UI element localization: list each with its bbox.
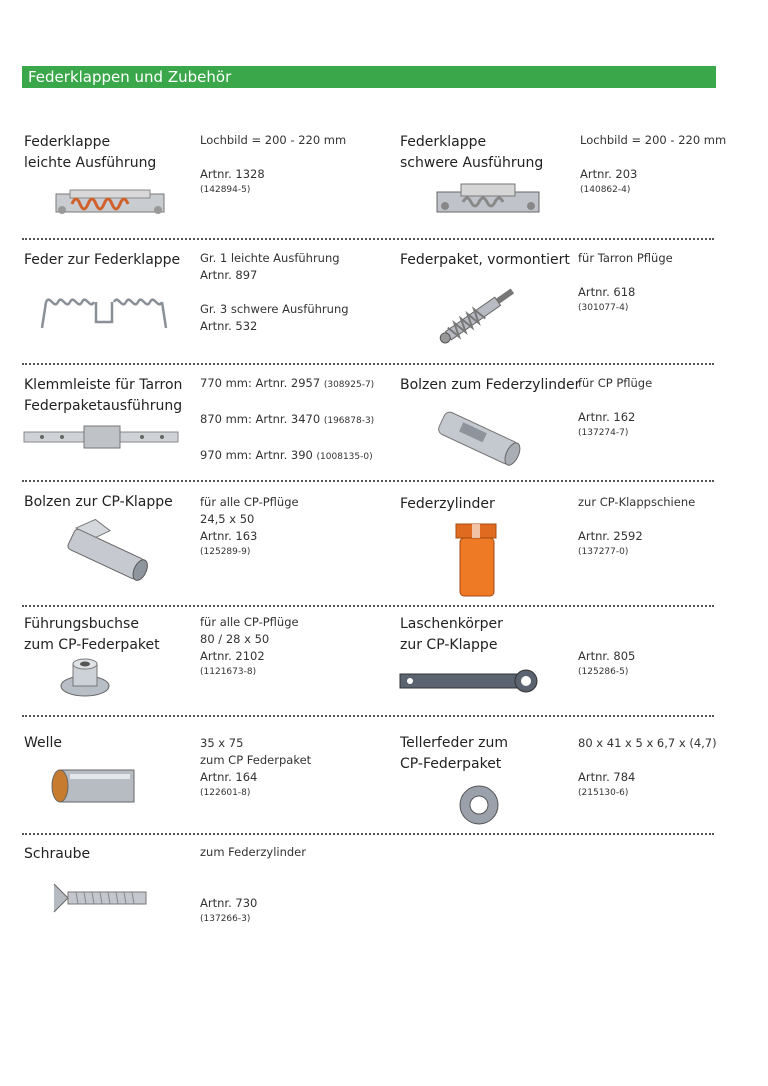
- product-info-line: [200, 631, 299, 648]
- product-code: [578, 786, 717, 800]
- product-code: [578, 301, 673, 315]
- product-info: [578, 250, 673, 315]
- product-title: [24, 614, 160, 656]
- spring-flap-light-icon: [50, 180, 170, 228]
- product-info-text: Artnr. 2592: [578, 529, 643, 543]
- product-info-line: [200, 430, 374, 447]
- product-title: [24, 132, 156, 174]
- product-info-text: [200, 395, 204, 409]
- product-info-line: [200, 735, 311, 752]
- product-info-line: [578, 409, 652, 426]
- product-info-line: [200, 844, 306, 861]
- product-code: [200, 545, 299, 559]
- product-info-line: [200, 494, 299, 511]
- product-code: (1008135-0): [316, 452, 373, 462]
- product-title: [400, 375, 580, 396]
- product-info-line: [578, 284, 673, 301]
- product-info-line: [200, 318, 349, 335]
- product-title-line: Federklappe: [24, 134, 111, 150]
- product-title-line: Schraube: [24, 846, 91, 862]
- product-code: [580, 183, 726, 197]
- product-title: [24, 844, 90, 865]
- product-title-line: Federzylinder: [400, 496, 495, 512]
- product-info-text: für alle CP-Pflüge: [200, 495, 299, 509]
- product-code: [578, 665, 635, 679]
- product-info-text: Artnr. 163: [200, 529, 258, 543]
- product-info-line: [200, 132, 346, 149]
- product-info-text: für alle CP-Pflüge: [200, 615, 299, 629]
- product-title: [24, 733, 62, 754]
- product-info-text: Gr. 3 schwere Ausführung: [200, 302, 349, 316]
- screw-icon: [50, 878, 150, 918]
- product-info-text: Gr. 1 leichte Ausführung: [200, 251, 340, 265]
- product-info-text: (137274-7): [578, 428, 629, 438]
- product-info-line: [200, 648, 299, 665]
- product-info: [578, 614, 635, 679]
- product-info-line: [578, 752, 717, 769]
- product-info-text: Artnr. 532: [200, 319, 258, 333]
- cp-bolt-icon: [62, 518, 154, 590]
- product-info-text: zur CP-Klappschiene: [578, 495, 696, 509]
- product-code: [200, 665, 299, 679]
- section-header: Federklappen und Zubehör: [22, 66, 716, 88]
- product-info-line: [200, 528, 299, 545]
- product-info-text: [578, 615, 582, 629]
- spring-flap-heavy-icon: [433, 178, 543, 222]
- product-title-line: CP-Federpaket: [400, 756, 502, 772]
- product-title-line: zum CP-Federpaket: [24, 637, 160, 653]
- product-info: [200, 494, 299, 559]
- product-info-text: [200, 150, 204, 164]
- product-info-text: [200, 285, 204, 299]
- product-code: [578, 545, 695, 559]
- product-info-text: Lochbild = 200 - 220 mm: [580, 133, 727, 147]
- product-info-line: [578, 648, 635, 665]
- product-info-text: für Tarron Pflüge: [578, 251, 673, 265]
- product-info-text: [578, 512, 582, 526]
- product-info-line: [200, 895, 306, 912]
- product-info-line: [200, 752, 311, 769]
- product-title: [24, 492, 173, 513]
- product-info-text: 80 / 28 x 50: [200, 632, 270, 646]
- product-info-line: [200, 375, 374, 394]
- product-info-line: [578, 528, 695, 545]
- product-info-text: Artnr. 1328: [200, 167, 265, 181]
- product-title: [400, 733, 508, 775]
- product-info-line: [200, 394, 374, 411]
- product-title-line: Welle: [24, 735, 63, 751]
- product-title-line: Federpaketausführung: [24, 398, 183, 414]
- product-info-text: 870 mm: Artnr. 3470: [200, 412, 321, 426]
- product-info-line: [200, 149, 346, 166]
- product-info-text: zum CP Federpaket: [200, 753, 312, 767]
- product-info-line: [200, 447, 374, 466]
- product-info-text: Artnr. 164: [200, 770, 258, 784]
- product-info-line: [200, 511, 299, 528]
- product-info-text: (140862-4): [580, 185, 631, 195]
- product-info-text: (125286-5): [578, 667, 629, 677]
- disc-spring-icon: [458, 784, 500, 826]
- product-info-line: [580, 166, 726, 183]
- product-info-line: [200, 267, 349, 284]
- coil-spring-icon: [40, 292, 170, 332]
- product-info-line: [578, 494, 695, 511]
- product-code: (308925-7): [323, 380, 375, 390]
- link-plate-icon: [396, 668, 542, 694]
- row-separator: [22, 363, 714, 365]
- product-info-text: 970 mm: Artnr. 390: [200, 448, 313, 462]
- product-info-text: Artnr. 203: [580, 167, 638, 181]
- cylinder-bolt-icon: [428, 402, 528, 474]
- product-title-line: Bolzen zur CP-Klappe: [24, 494, 173, 510]
- product-code: (196878-3): [323, 416, 375, 426]
- product-info-text: zum Federzylinder: [200, 845, 306, 859]
- product-info: [578, 375, 652, 440]
- product-info-line: [578, 631, 635, 648]
- product-info-text: (125289-9): [200, 547, 251, 557]
- product-info-line: [578, 267, 673, 284]
- product-title-line: Klemmleiste für Tarron: [24, 377, 183, 393]
- product-info-line: [200, 411, 374, 430]
- product-code: [578, 426, 652, 440]
- product-info: [578, 494, 695, 559]
- product-title-line: Federklappe: [400, 134, 487, 150]
- product-info: [200, 250, 349, 335]
- product-info-text: Artnr. 2102: [200, 649, 265, 663]
- product-info-text: Artnr. 897: [200, 268, 258, 282]
- product-info-text: Artnr. 784: [578, 770, 636, 784]
- product-info-text: 770 mm: Artnr. 2957: [200, 376, 321, 390]
- product-info-text: [580, 150, 584, 164]
- product-info: [580, 132, 726, 197]
- product-info-line: [200, 878, 306, 895]
- product-info-text: (122601-8): [200, 788, 251, 798]
- product-info-line: [578, 511, 695, 528]
- product-info-line: [578, 375, 652, 392]
- row-separator: [22, 480, 714, 482]
- product-info-text: (1121673-8): [200, 667, 257, 677]
- shock-absorber-icon: [428, 282, 528, 348]
- product-info-line: [200, 284, 349, 301]
- product-info: [200, 375, 374, 466]
- product-title-line: zur CP-Klappe: [400, 637, 498, 653]
- guide-bushing-icon: [58, 652, 112, 700]
- product-info-text: Artnr. 162: [578, 410, 636, 424]
- shaft-icon: [50, 762, 140, 810]
- product-info-line: [200, 861, 306, 878]
- product-info-text: [578, 632, 582, 646]
- product-info-text: [200, 431, 204, 445]
- product-info-text: 24,5 x 50: [200, 512, 255, 526]
- product-info-line: [200, 614, 299, 631]
- product-info-text: 35 x 75: [200, 736, 244, 750]
- product-info-text: für CP Pflüge: [578, 376, 653, 390]
- product-info-line: [580, 132, 726, 149]
- product-info-text: (301077-4): [578, 303, 629, 313]
- product-code: [200, 183, 346, 197]
- product-code: [200, 912, 306, 926]
- product-info: [200, 735, 311, 800]
- spring-cylinder-icon: [452, 520, 502, 600]
- product-title: [400, 614, 503, 656]
- product-info-text: [200, 862, 204, 876]
- product-info: [578, 735, 717, 800]
- product-info-text: (137266-3): [200, 914, 251, 924]
- product-info-text: [200, 879, 204, 893]
- product-info-text: (215130-6): [578, 788, 629, 798]
- product-info-text: Artnr. 618: [578, 285, 636, 299]
- product-info-text: Artnr. 805: [578, 649, 636, 663]
- product-info-text: [578, 393, 582, 407]
- product-title: [400, 494, 495, 515]
- row-separator: [22, 238, 714, 240]
- row-separator: [22, 715, 714, 717]
- product-info-line: [200, 166, 346, 183]
- product-info-text: [578, 268, 582, 282]
- product-info-line: [200, 250, 349, 267]
- product-title: [400, 250, 570, 271]
- product-info-text: (137277-0): [578, 547, 629, 557]
- product-info-line: [578, 735, 717, 752]
- product-info-text: (142894-5): [200, 185, 251, 195]
- product-info: [200, 132, 346, 197]
- product-info-line: [580, 149, 726, 166]
- product-title-line: Federpaket, vormontiert: [400, 252, 570, 268]
- product-title: [24, 375, 182, 417]
- product-title-line: schwere Ausführung: [400, 155, 544, 171]
- row-separator: [22, 833, 714, 835]
- product-info-line: [578, 392, 652, 409]
- clamp-bar-icon: [22, 424, 180, 450]
- product-info: [200, 614, 299, 679]
- row-separator: [22, 605, 714, 607]
- product-title-line: leichte Ausführung: [24, 155, 157, 171]
- product-info-line: [578, 769, 717, 786]
- product-info-line: [200, 301, 349, 318]
- product-info-text: 80 x 41 x 5 x 6,7 x (4,7): [578, 736, 717, 750]
- product-title: [400, 132, 543, 174]
- product-code: [200, 786, 311, 800]
- product-title-line: Führungsbuchse: [24, 616, 139, 632]
- product-title-line: Tellerfeder zum: [400, 735, 509, 751]
- product-title-line: Laschenkörper: [400, 616, 503, 632]
- product-info-line: [578, 614, 635, 631]
- product-title: [24, 250, 180, 271]
- product-title-line: Feder zur Federklappe: [24, 252, 181, 268]
- product-title-line: Bolzen zum Federzylinder: [400, 377, 581, 393]
- product-info-text: Artnr. 730: [200, 896, 258, 910]
- product-info-text: Lochbild = 200 - 220 mm: [200, 133, 347, 147]
- product-info-line: [578, 250, 673, 267]
- product-info-text: [578, 753, 582, 767]
- product-info: [200, 844, 306, 926]
- product-info-line: [200, 769, 311, 786]
